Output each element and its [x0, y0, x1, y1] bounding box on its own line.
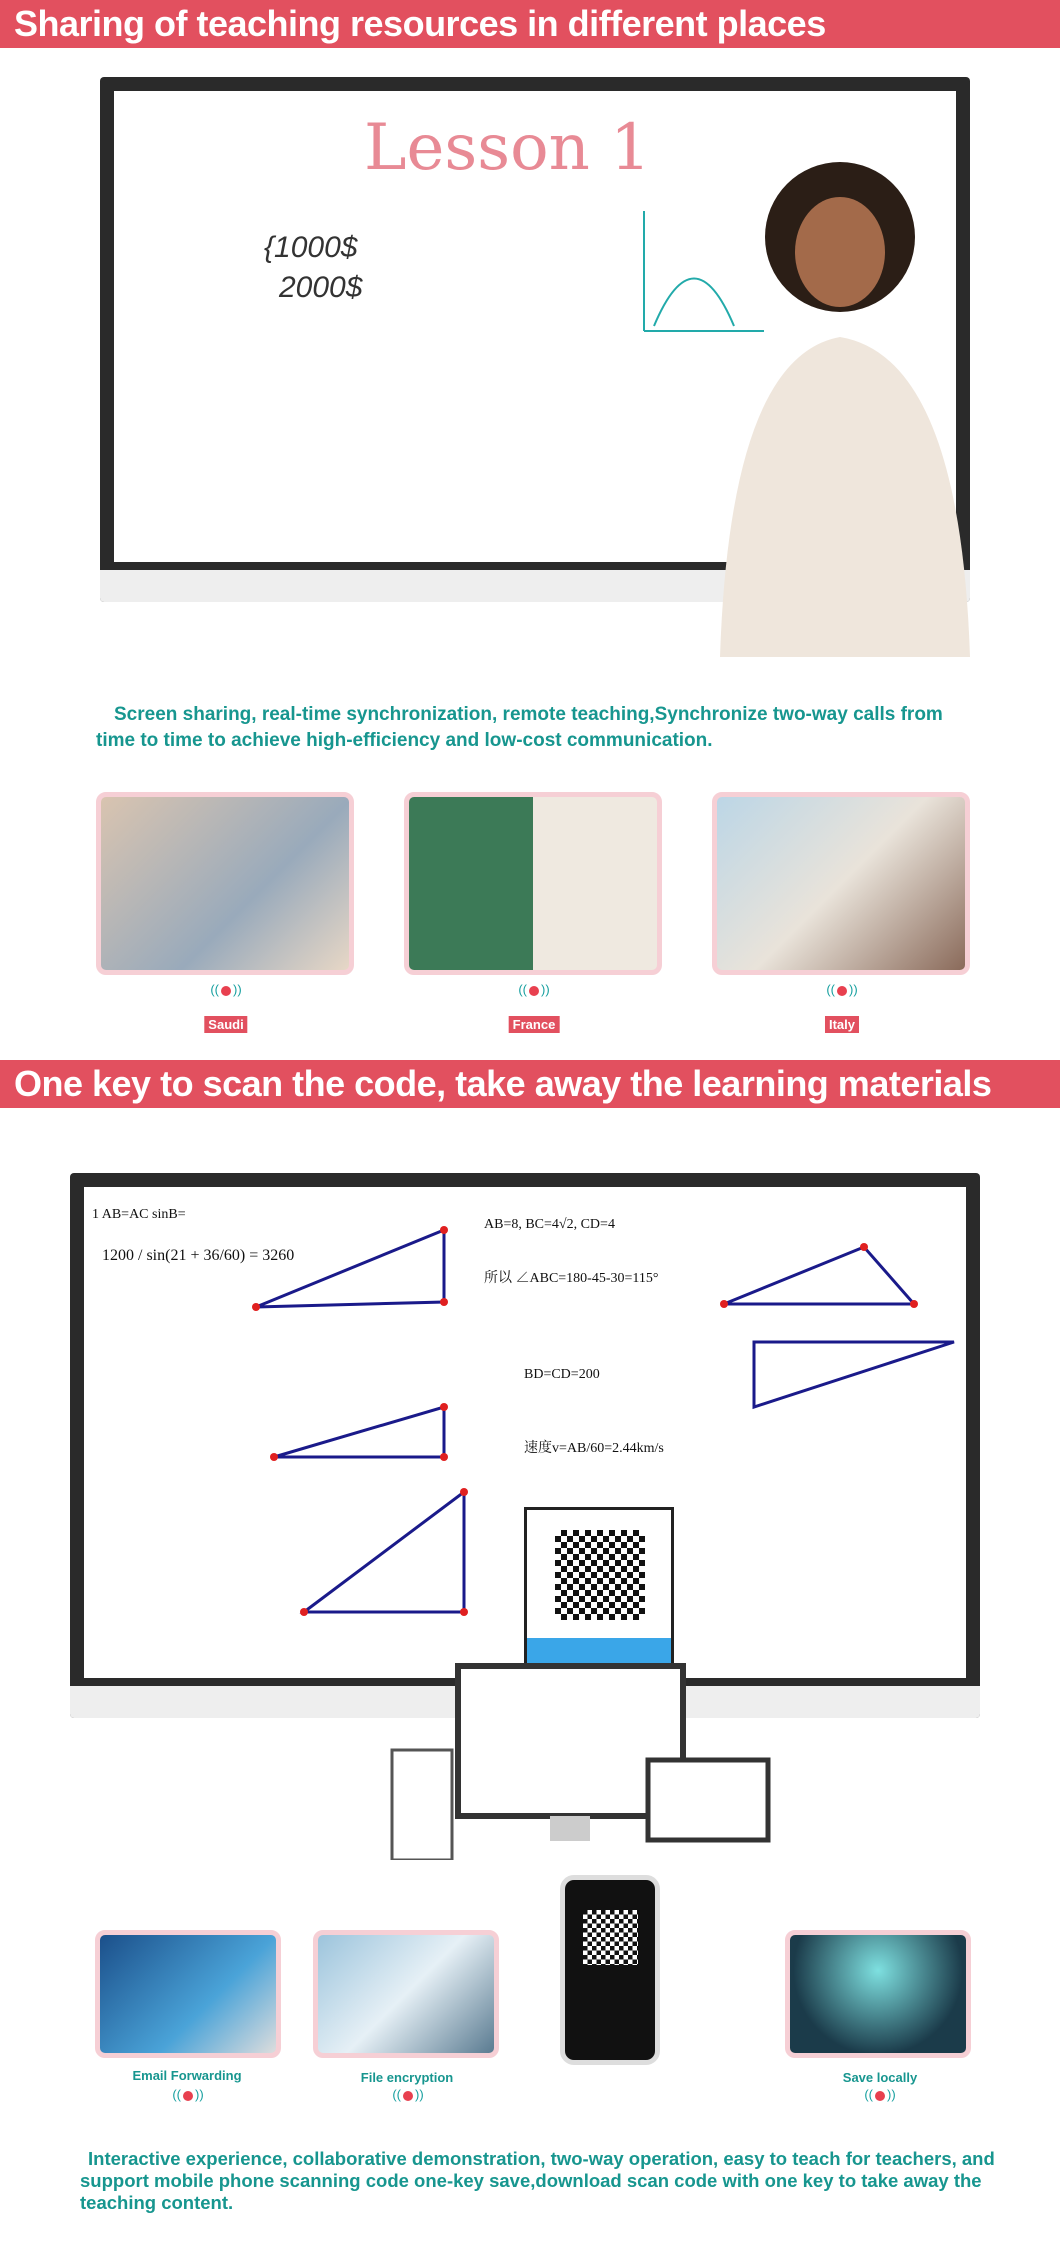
signal-icon: (( )) — [210, 982, 242, 997]
signal-icon: (( )) — [392, 2087, 424, 2102]
feature-label: Save locally — [842, 2070, 918, 2085]
section-banner-sharing: Sharing of teaching resources in different places — [0, 0, 1060, 48]
location-label: Saudi — [204, 1016, 247, 1033]
signal-icon: (( )) — [172, 2087, 204, 2102]
math-whiteboard — [70, 1173, 980, 1718]
signal-icon: (( )) — [518, 982, 550, 997]
whiteboard-screen — [84, 1187, 966, 1678]
signal-icon: (( )) — [826, 982, 858, 997]
qr-code-popup[interactable] — [524, 1507, 674, 1667]
board-heading: Lesson 1 — [364, 111, 651, 185]
math-text: 1200 / sin(21 + 36/60) = 3260 — [102, 1247, 295, 1264]
board-line: 2000$ — [279, 271, 363, 304]
signal-icon: (( )) — [864, 2087, 896, 2102]
scan-description: Interactive experience, collaborative demonstration, two-way operation, easy to teach for teachers, and support mobile phone scanning code one-key save,download scan code with one key to take away the teaching content. — [80, 2148, 995, 2213]
sharing-description: Screen sharing, real-time synchronization, remote teaching,Synchronize two-way calls from time to time to achieve high-efficiency and low-cost communication. — [96, 704, 943, 751]
board-line: {1000$ — [264, 231, 358, 264]
interactive-whiteboard — [100, 77, 970, 602]
feature-label: File encryption — [360, 2070, 454, 2085]
location-card-saudi — [96, 792, 354, 975]
location-card-italy — [712, 792, 970, 975]
devices-illustration — [390, 1660, 790, 1860]
feature-card-save — [785, 1930, 971, 2058]
feature-card-encryption — [313, 1930, 499, 2058]
math-text: 所以 ∠ABC=180-45-30=115° — [484, 1271, 659, 1286]
section-banner-scan: One key to scan the code, take away the learning materials — [0, 1060, 1060, 1108]
qr-code — [583, 1910, 638, 1965]
math-text: 1 AB=AC sinB= — [92, 1207, 186, 1222]
teacher-figure — [660, 157, 980, 657]
math-text: BD=CD=200 — [524, 1367, 600, 1382]
math-text: 速度v=AB/60=2.44km/s — [524, 1441, 664, 1456]
location-label: France — [509, 1016, 560, 1033]
location-label: Italy — [825, 1016, 859, 1033]
feature-label: Email Forwarding — [132, 2068, 242, 2083]
feature-card-email — [95, 1930, 281, 2058]
qr-code — [555, 1530, 645, 1620]
location-card-france — [404, 792, 662, 975]
phone-scanning-qr — [560, 1875, 660, 2065]
math-text: AB=8, BC=4√2, CD=4 — [484, 1217, 615, 1232]
